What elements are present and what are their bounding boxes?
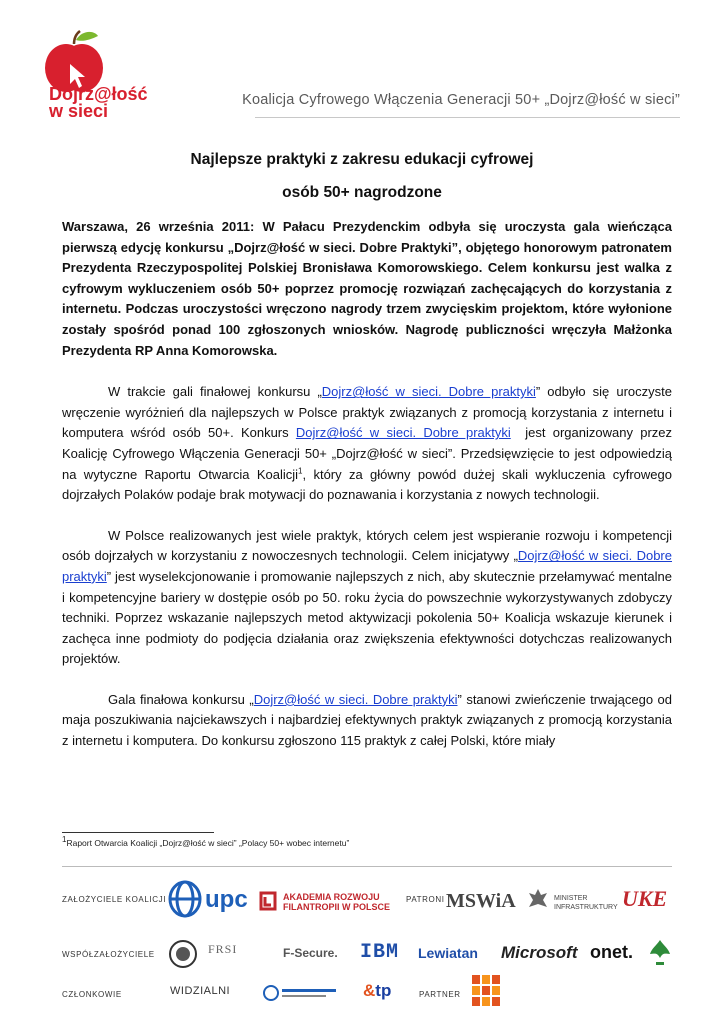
footnote-ref[interactable]: 1 — [298, 466, 303, 476]
paragraph-3 — [62, 690, 672, 752]
tp-logo: &tp — [363, 981, 392, 1000]
fsecure-logo: F-Secure. — [283, 946, 338, 960]
p1-text-c: jest organizowany przez Koalicję Cyfrowego Włączenia Generacji 50+ „Dojrz@łość w sieci”. Przedsięwzięcie to jest odpowiedzią na wytyczne Raportu Otwarcia Koalicji — [62, 425, 676, 482]
minister-line-2: INFRASTRUKTURY — [554, 904, 618, 911]
members-label: CZŁONKOWIE — [62, 990, 122, 999]
lewiatan-logo: Lewiatan — [418, 945, 478, 961]
document-body — [62, 217, 676, 772]
mswia-logo: MSWiA — [446, 890, 516, 912]
p1-text-d: , który za główny powód dużej skali wykluczenia cyfrowego dojrzałych Polaków podaje brak motywacji do poznawania i korzystania z nowych technologii. — [62, 466, 672, 503]
contest-link[interactable]: Dojrz@łość w sieci. Dobre praktyki — [295, 425, 511, 441]
footnote-divider — [62, 832, 214, 833]
p3-text-a: Gala finałowa konkursu „ — [108, 691, 254, 707]
eagle-emblem-icon — [527, 887, 549, 913]
widzialni-logo: WIDZIALNI — [170, 985, 231, 997]
akademia-icon — [259, 891, 277, 911]
akademia-line-1: AKADEMIA ROZWOJU — [283, 892, 380, 902]
p2-text-b: ” jest wyselekcjonowanie i promowanie najlepszych z nich, aby skutecznie przełamywać mentalne i kompetencyjne bariery w dostępie osób po 50. roku życia do powszechnie wykorzystywanych zdobyczy techniki. Poprzez wskazanie najlepszych metod aktywizacji pokolenia 50+ Koalicja wskazuje kierunek i zachęca inne podmioty do podjęcia działania oraz zwiększenia efektywności dotychczas realizowanych projektów. — [62, 568, 672, 667]
header-divider — [255, 117, 680, 118]
p2-text-a: W Polsce realizowanych jest wiele praktyk, których celem jest wspieranie rozwoju i kompetencji osób dojrzałych w korzystaniu z nowoczesnych technologii. Celem inicjatywy „ — [62, 527, 672, 564]
contest-link[interactable]: Dojrz@łość w sieci. Dobre praktyki — [253, 691, 458, 707]
logo-wordmark — [49, 86, 148, 120]
coalition-header-title: Koalicja Cyfrowego Włączenia Generacji 50+ „Dojrz@łość w sieci” — [242, 92, 680, 108]
document-title-line-2: osób 50+ nagrodzone — [282, 184, 442, 201]
akademia-line-2: FILANTROPII W POLSCE — [283, 902, 390, 912]
p1-text-b: ” odbyło się uroczyste wręczenie wyróżnień dla najlepszych w Polsce praktyk związanych z promocją korzystania z internetu i komputera wśród osób 50+. Konkurs — [62, 384, 672, 441]
document-title-line-1: Najlepsze praktyki z zakresu edukacji cyfrowej — [190, 151, 534, 168]
upc-logo: upc — [205, 886, 248, 913]
akademia-logo — [283, 892, 390, 912]
tp-text: tp — [375, 981, 392, 1000]
footnote — [62, 835, 350, 848]
logo-line-2: w sieci — [49, 101, 109, 121]
p1-text-a: W trakcie gali finałowej konkursu „ — [108, 384, 322, 400]
ibm-logo: IBM — [360, 941, 400, 964]
contest-link[interactable]: Dojrz@łość w sieci. Dobre praktyki — [62, 548, 672, 584]
association-logo-icon — [262, 984, 338, 1002]
paragraph-1 — [62, 382, 676, 506]
footer-divider — [62, 866, 672, 867]
ministry-logo — [554, 894, 618, 912]
lead-paragraph: Warszawa, 26 września 2011: W Pałacu Prezydenckim odbyła się uroczysta gala wieńcząca pierwszą edycję konkursu „Dojrz@łość w sieci. Dobre Praktyki”, objętego honorowym patronatem Prezydenta Rzeczypospolitej Polskiej Bronisława Komorowskiego. Celem konkursu jest walka z cyfrowym wykluczeniem osób 50+ poprzez promocję rozwiązań zachęcających do korzystania z internetu. Podczas uroczystości wręczono nagrody trzem zwycięskim projektom, które wyłonione zostały spośród ponad 100 zgłoszonych wniosków. Nagrodę publiczności wręczyła Małżonka Prezydenta RP Anna Komorowska. — [62, 219, 672, 358]
founders-label: ZAŁOŻYCIELE KOALICJI — [62, 895, 167, 904]
cofounders-label: WSPÓŁZAŁOŻYCIELE — [62, 950, 155, 959]
partner-label: PARTNER — [419, 990, 461, 999]
microsoft-logo: Microsoft — [501, 943, 578, 962]
minister-line-1: MINISTER — [554, 895, 588, 902]
contest-link[interactable]: Dojrz@łość w sieci. Dobre praktyki — [321, 384, 536, 400]
paragraph-2 — [62, 526, 672, 670]
university-seal-icon — [168, 939, 198, 969]
scout-lily-icon — [648, 938, 672, 968]
frsi-logo: FRSI — [208, 942, 238, 956]
logo-line-1: Dojrz@łość — [49, 84, 148, 104]
partner-mosaic-icon — [471, 974, 501, 1008]
p3-text-b: ” stanowi zwieńczenie trwającego od maja poszukiwania najciekawszych i najbardziej efektywnych praktyk związanych z promocją korzystania z internetu i komputera. Do konkursu zgłoszono 115 praktyk z całej Polski, które miały — [62, 691, 672, 749]
upc-globe-icon — [168, 880, 202, 918]
onet-logo: onet. — [590, 942, 633, 962]
footnote-text: Raport Otwarcia Koalicji „Dojrz@łość w sieci” „Polacy 50+ wobec internetu” — [66, 838, 350, 848]
footnote-number: 1 — [62, 835, 67, 845]
uke-logo: UKE — [622, 886, 668, 911]
patrons-label: PATRONI — [406, 895, 445, 904]
